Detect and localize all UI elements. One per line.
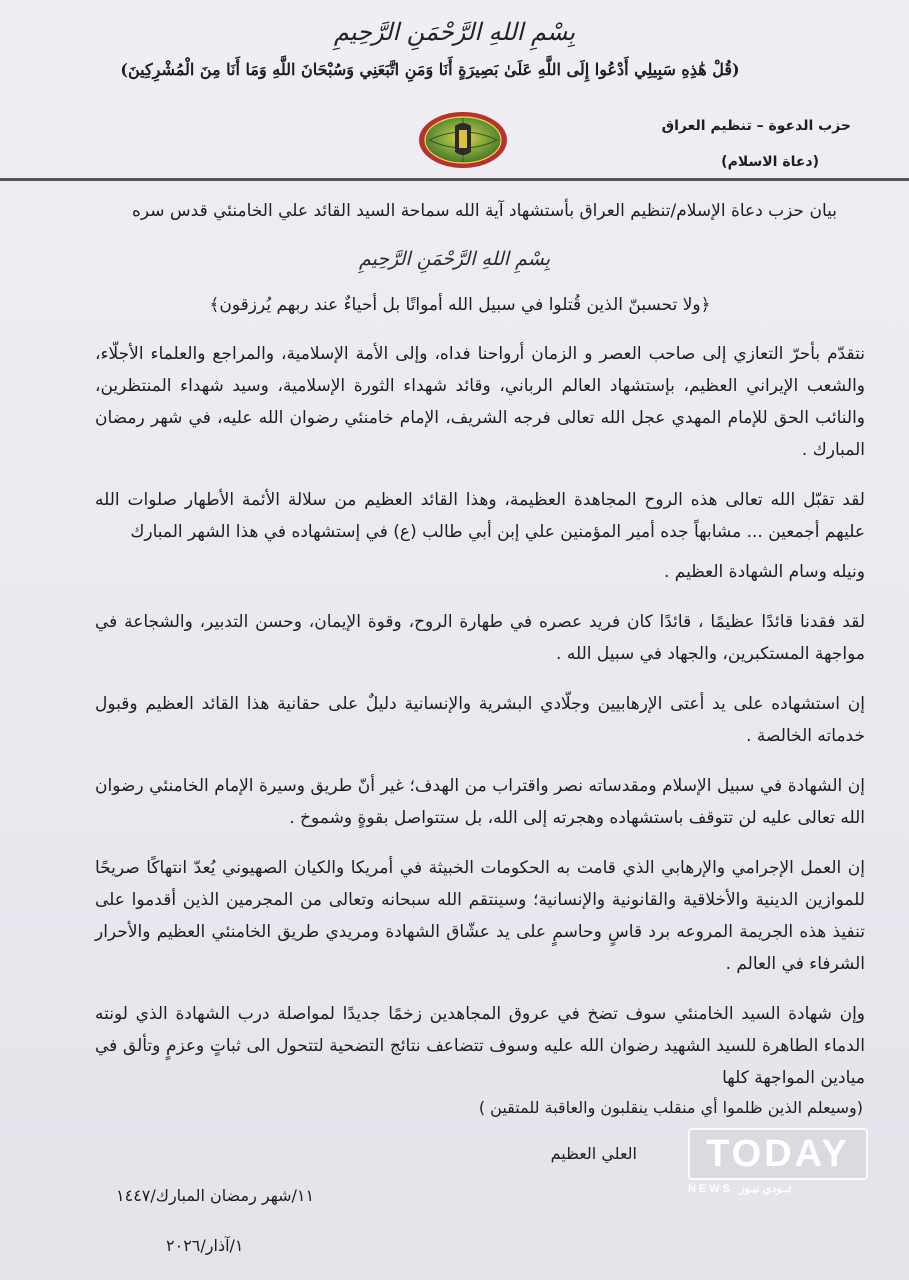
party-name: حزب الدعوة – تنظيم العراق (661, 118, 851, 134)
paragraph: نتقدّم بأحرّ التعازي إلى صاحب العصر و الزمان أرواحنا فداه، وإلى الأمة الإسلامية، والمراجع والعلماء الأجلّاء، والشعب الإيراني العظيم، بإستشهاد العالم الرباني، وقائد شهداء الثورة الإسلامية، وسيد شهداء المنتظرين، والنائب الحق للإمام المهدي عجل الله تعالى فرجه الشريف، الإمام خامنئي رضوان الله عليه، في شهر رمضان المبارك . (95, 344, 865, 460)
closing-line: العلي العظيم (550, 1144, 637, 1163)
paragraph: وإن شهادة السيد الخامنئي سوف تضخ في عروق المجاهدين زخمًا جديدًا لمواصلة درب الشهادة الذي لونته الدماء الطاهرة للسيد الشهيد رضوان الله عليه وسوف تتضاعف نتائج التضحية لتتحول الى ثباتٍ وعزمٍ وتألق في ميادين المواجهة كلها (95, 1004, 865, 1088)
header-divider (0, 178, 909, 181)
paragraph: إن الشهادة في سبيل الإسلام ومقدساته نصر واقتراب من الهدف؛ غير أنّ طريق وسيرة الإمام الخامنئي رضوان الله تعالى عليه لن تتوقف باستشهاده وهجرته إلى الله، بل ستتواصل بقوةٍ وشموخ . (95, 776, 865, 828)
party-emblem-icon (417, 110, 509, 170)
quran-verse: ﴿ولا تحسبنّ الذين قُتلوا في سبيل الله أمواتًا بل أحياءٌ عند ربهم يُرزقون﴾ (209, 295, 711, 315)
watermark-brand: TODAY (688, 1128, 868, 1180)
basmala-calligraphy: بِسْمِ اللهِ الرَّحْمَنِ الرَّحِيمِ (333, 18, 576, 46)
today-news-watermark (688, 1128, 868, 1198)
party-subtitle: (دعاة الاسلام) (721, 154, 819, 170)
paragraph: لقد تقبّل الله تعالى هذه الروح المجاهدة العظيمة، وهذا القائد العظيم من سلالة الأئمة الأطهار صلوات الله عليهم أجمعين ... مشابهاً جده أمير المؤمنين علي إبن أبي طالب (ع) في إستشهاده في هذا الشهر المبارك (95, 490, 865, 542)
statement-body (95, 338, 865, 1112)
date-gregorian: ١/آذار/٢٠٢٦ (166, 1236, 244, 1255)
date-hijri: ١١/شهر رمضان المبارك/١٤٤٧ (116, 1186, 315, 1205)
watermark-subtitle: NEWS تــودي نيـوز (688, 1183, 792, 1195)
paragraph: إن العمل الإجرامي والإرهابي الذي قامت به الحكومات الخبيثة في أمريكا والكيان الصهيوني يُعدّ انتهاكًا صريحًا للموازين الدينية والأخلاقية والقانونية والإنسانية؛ وسينتقم الله سبحانه وتعالى من المجرمين الذين أقدموا على تنفيذ هذه الجريمة المروعه برد قاسٍ وحاسمٍ على يد عشّاق الشهادة ومريدي طريق الخامنئي العظيم والأحرار الشرفاء في العالم . (95, 858, 865, 974)
header-quran-verse: (قُلْ هَٰذِهِ سَبِيلِي أَدْعُوا إِلَى اللَّهِ عَلَىٰ بَصِيرَةٍ أَنَا وَمَنِ اتَّبَعَنِي وَسُبْحَانَ اللَّهِ وَمَا أَنَا مِنَ الْمُشْرِكِينَ) (120, 60, 740, 79)
paragraph: لقد فقدنا قائدًا عظيمًا ، قائدًا كان فريد عصره في طهارة الروح، وقوة الإيمان، وحسن التدبير، والشجاعة في مواجهة المستكبرين، والجهاد في سبيل الله . (95, 612, 865, 664)
closing-verse: (وسيعلم الذين ظلموا أي منقلب ينقلبون والعاقبة للمتقين ) (478, 1098, 863, 1117)
paragraph: ونيله وسام الشهادة العظيم . (663, 562, 865, 582)
paragraph: إن استشهاده على يد أعتى الإرهابيين وجلّادي البشرية والإنسانية دليلٌ على حقانية هذا القائد العظيم وقبول خدماته الخالصة . (95, 694, 865, 746)
statement-title: بيان حزب دعاة الإسلام/تنظيم العراق بأستشهاد آية الله سماحة السيد القائد علي الخامنئي قدس سره (131, 201, 837, 221)
statement-basmala: بِسْمِ اللهِ الرَّحْمَنِ الرَّحِيمِ (359, 248, 550, 270)
